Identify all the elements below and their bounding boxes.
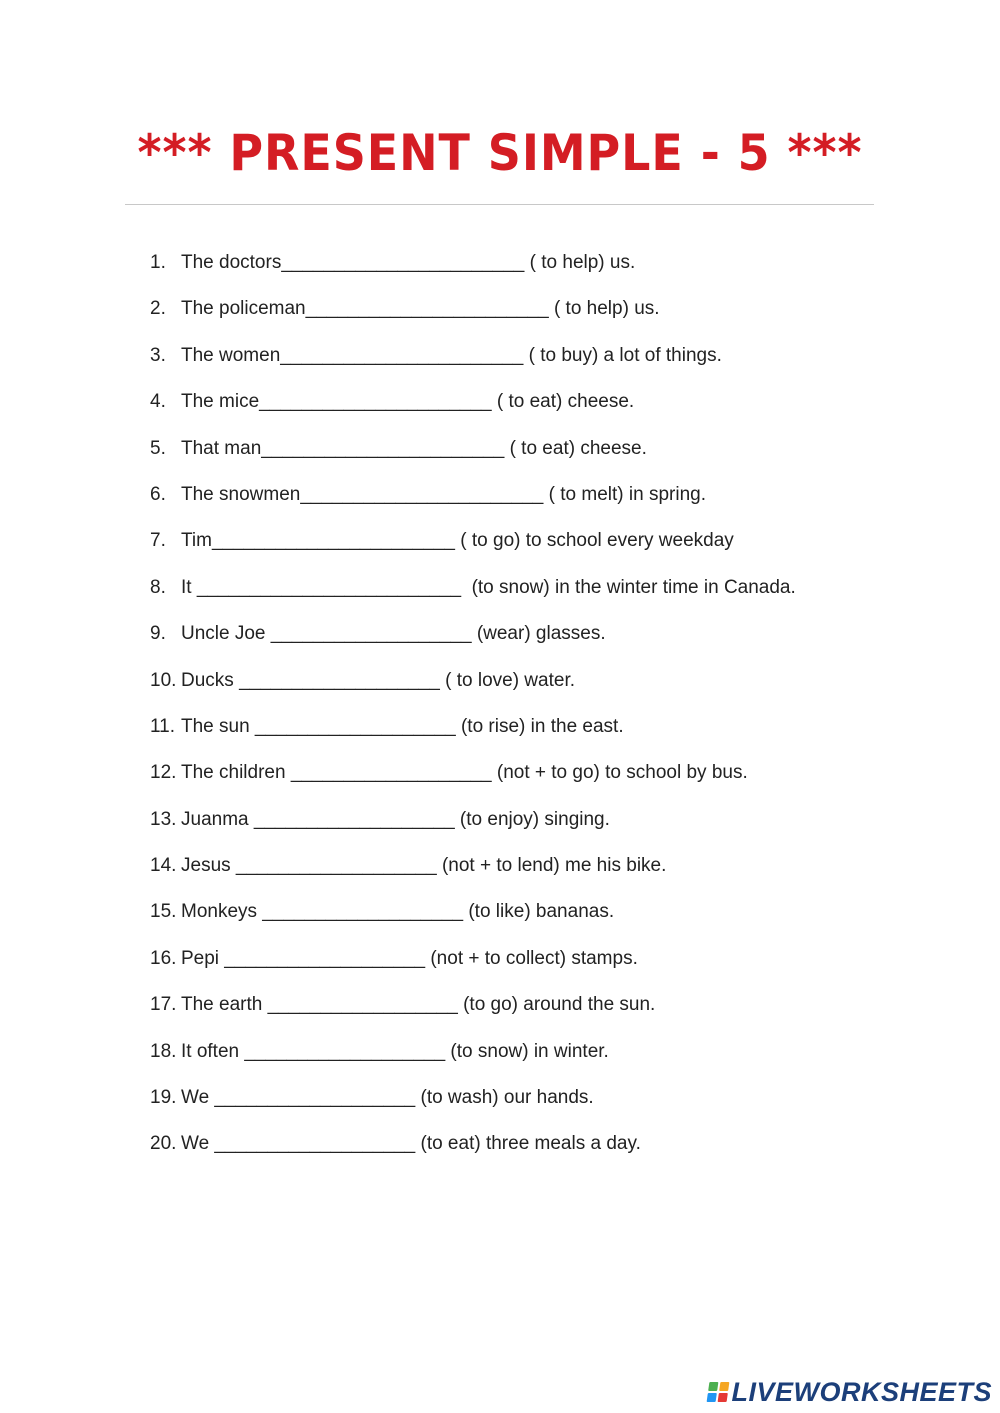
exercise-sentence[interactable]: The policeman_______________________ ( to help) us. — [181, 298, 660, 320]
exercise-item — [150, 291, 910, 337]
exercise-number: 14. — [150, 855, 177, 877]
exercise-sentence[interactable]: The women_______________________ ( to buy) a lot of things. — [181, 344, 722, 366]
exercise-number: 5. — [150, 437, 166, 459]
exercise-sentence[interactable]: The mice______________________ ( to eat) cheese. — [181, 391, 635, 413]
exercise-number: 13. — [150, 808, 177, 830]
exercise-item — [150, 941, 910, 987]
exercise-item — [150, 894, 910, 940]
exercise-sentence[interactable]: Jesus ___________________ (not + to lend) me his bike. — [181, 855, 667, 877]
exercise-sentence[interactable]: We ___________________ (to eat) three meals a day. — [181, 1133, 641, 1155]
exercise-item — [150, 663, 910, 709]
exercise-sentence[interactable]: Monkeys ___________________ (to like) bananas. — [181, 901, 615, 923]
exercise-number: 17. — [150, 994, 177, 1016]
logo-tile — [720, 1382, 730, 1391]
exercise-sentence[interactable]: Tim_______________________ ( to go) to school every weekday — [181, 530, 734, 552]
exercise-item — [150, 802, 910, 848]
exercise-sentence[interactable]: Ducks ___________________ ( to love) water. — [181, 669, 575, 691]
exercise-number: 11. — [150, 715, 176, 737]
logo-tile — [709, 1382, 719, 1391]
exercise-sentence[interactable]: Juanma ___________________ (to enjoy) singing. — [181, 808, 610, 830]
exercise-item — [150, 755, 910, 801]
exercise-sentence[interactable]: The sun ___________________ (to rise) in the east. — [181, 715, 624, 737]
exercise-number: 18. — [150, 1040, 177, 1062]
logo-text: LIVEWORKSHEETS — [731, 1377, 992, 1407]
liveworksheets-logo[interactable] — [708, 1377, 992, 1407]
exercise-item — [150, 616, 910, 662]
exercise-item — [150, 338, 910, 384]
exercise-sentence[interactable]: The snowmen_______________________ ( to melt) in spring. — [181, 483, 706, 505]
title-divider — [125, 204, 874, 205]
exercise-item — [150, 848, 910, 894]
exercise-sentence[interactable]: The doctors_______________________ ( to help) us. — [181, 252, 636, 273]
exercise-number: 4. — [150, 391, 166, 413]
exercise-number: 19. — [150, 1087, 177, 1109]
page-title: *** PRESENT SIMPLE - 5 *** — [137, 124, 863, 182]
exercise-item — [150, 523, 910, 569]
exercise-number: 7. — [150, 530, 166, 552]
exercise-number: 1. — [150, 252, 166, 273]
exercise-number: 2. — [150, 298, 166, 320]
exercise-sentence[interactable]: We ___________________ (to wash) our hands. — [181, 1087, 594, 1109]
exercise-sentence[interactable]: The earth __________________ (to go) around the sun. — [181, 994, 656, 1016]
logo-tile — [718, 1393, 728, 1402]
exercise-item — [150, 709, 910, 755]
exercise-number: 10. — [150, 669, 177, 691]
exercise-item — [150, 1034, 910, 1080]
exercise-number: 6. — [150, 483, 166, 505]
exercise-item — [150, 477, 910, 523]
exercise-sentence[interactable]: Uncle Joe ___________________ (wear) glasses. — [181, 623, 606, 645]
exercise-item — [150, 1126, 910, 1172]
exercise-number: 8. — [150, 576, 166, 598]
exercise-item — [150, 384, 910, 430]
exercise-number: 9. — [150, 623, 166, 645]
exercise-item — [150, 1080, 910, 1126]
exercise-sentence[interactable]: Pepi ___________________ (not + to collect) stamps. — [181, 947, 638, 969]
exercise-number: 16. — [150, 947, 177, 969]
exercise-number: 12. — [150, 762, 177, 784]
exercise-item — [150, 987, 910, 1033]
exercise-item — [150, 245, 910, 291]
exercise-number: 15. — [150, 901, 177, 923]
exercise-sentence[interactable]: That man_______________________ ( to eat) cheese. — [181, 437, 647, 459]
liveworksheets-logo-icon — [707, 1382, 730, 1402]
exercise-item — [150, 570, 910, 616]
logo-tile — [707, 1393, 717, 1402]
exercise-number: 20. — [150, 1133, 177, 1155]
exercise-sentence[interactable]: It _________________________ (to snow) in the winter time in Canada. — [181, 576, 796, 598]
exercise-sentence[interactable]: It often ___________________ (to snow) in winter. — [181, 1040, 609, 1062]
exercise-sentence[interactable]: The children ___________________ (not + to go) to school by bus. — [181, 762, 748, 784]
exercise-item — [150, 431, 910, 477]
exercise-list — [150, 245, 910, 1173]
exercise-number: 3. — [150, 344, 166, 366]
